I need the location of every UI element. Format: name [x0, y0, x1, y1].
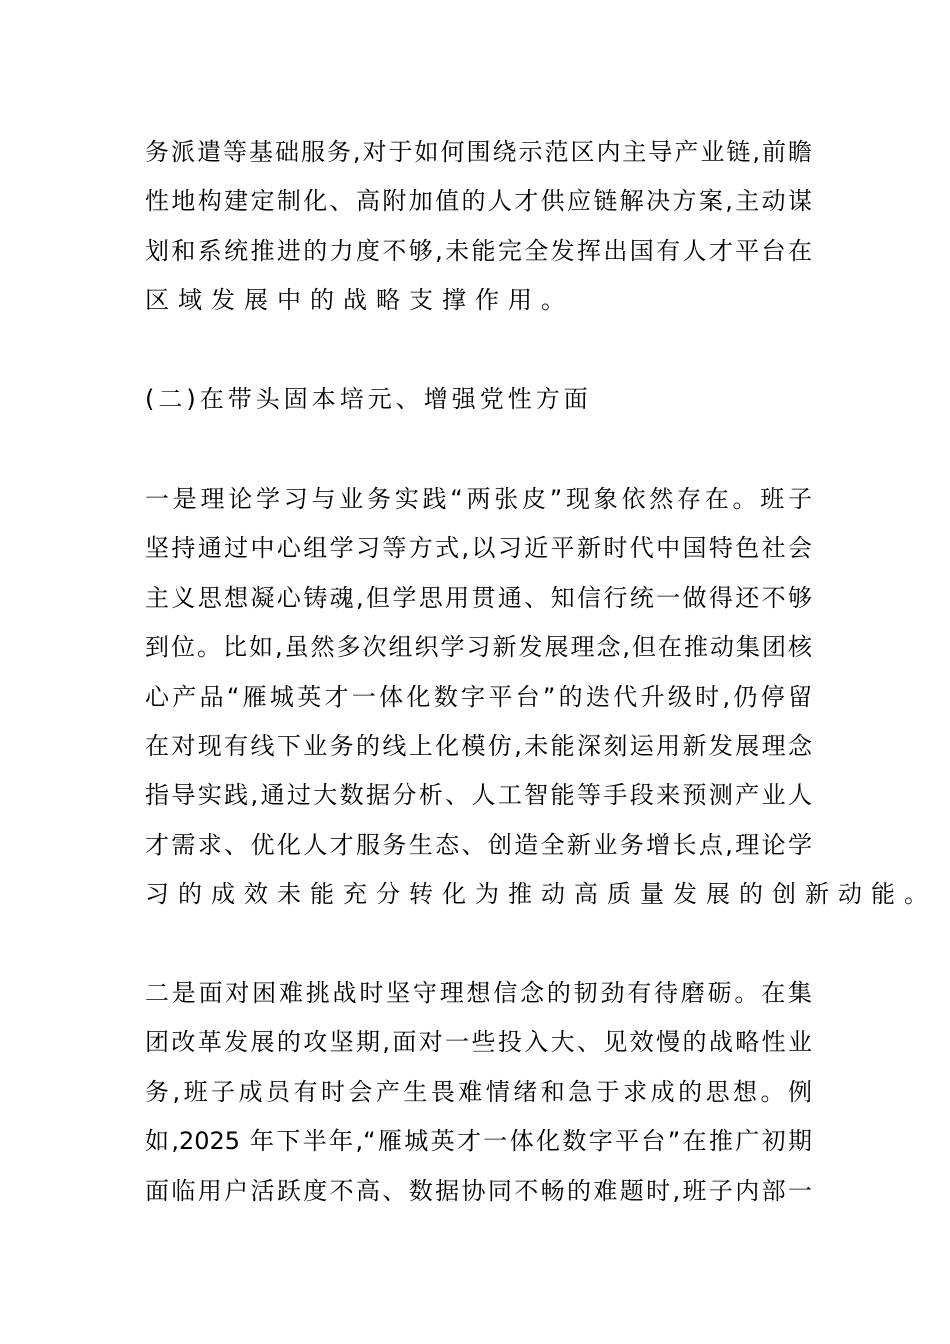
- paragraph-line: 性地构建定制化、高附加值的人才供应链解决方案,主动谋: [145, 187, 812, 216]
- paragraph-line: 习的成效未能充分转化为推动高质量发展的创新动能。: [145, 880, 937, 909]
- paragraph-line: 团改革发展的攻坚期,面对一些投入大、见效慢的战略性业: [145, 1028, 812, 1057]
- paragraph-line: 主义思想凝心铸魂,但学思用贯通、知信行统一做得还不够: [145, 583, 812, 612]
- paragraph-line: 如,2025 年下半年,“雁城英才一体化数字平台”在推广初期: [145, 1127, 812, 1156]
- paragraph-line: 务派遣等基础服务,对于如何围绕示范区内主导产业链,前瞻: [145, 138, 812, 166]
- paragraph-line: 面临用户活跃度不高、数据协同不畅的难题时,班子内部一: [145, 1176, 812, 1205]
- section-heading: (二)在带头固本培元、增强党性方面: [145, 385, 592, 413]
- paragraph-line: 划和系统推进的力度不够,未能完全发挥出国有人才平台在: [145, 236, 812, 265]
- paragraph-line: 务,班子成员有时会产生畏难情绪和急于求成的思想。例: [145, 1077, 812, 1106]
- paragraph-line: 指导实践,通过大数据分析、人工智能等手段来预测产业人: [145, 781, 812, 810]
- paragraph-line: 才需求、优化人才服务生态、创造全新业务增长点,理论学: [145, 830, 812, 859]
- paragraph-line: 一是理论学习与业务实践“两张皮”现象依然存在。班子: [145, 485, 812, 513]
- paragraph-line: 区域发展中的战略支撑作用。: [145, 286, 574, 315]
- paragraph-line: 在对现有线下业务的线上化模仿,未能深刻运用新发展理念: [145, 732, 812, 760]
- paragraph-line: 坚持通过中心组学习等方式,以习近平新时代中国特色社会: [145, 534, 812, 563]
- paragraph-line: 二是面对困难挑战时坚守理想信念的韧劲有待磨砺。在集: [145, 979, 812, 1007]
- paragraph-line: 心产品“雁城英才一体化数字平台”的迭代升级时,仍停留: [145, 682, 812, 711]
- paragraph-line: 到位。比如,虽然多次组织学习新发展理念,但在推动集团核: [145, 633, 812, 662]
